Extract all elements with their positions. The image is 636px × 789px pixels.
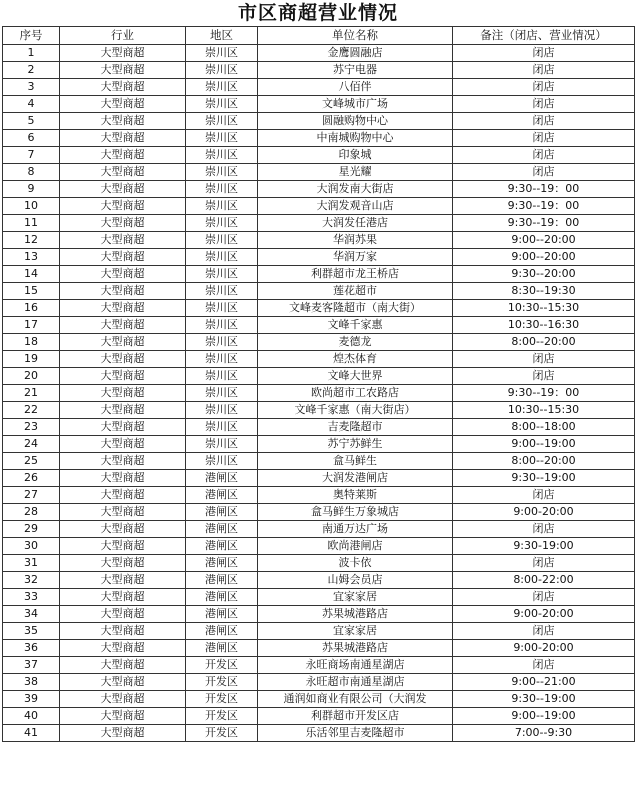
cell-store-name: 奥特莱斯: [258, 487, 453, 504]
cell-store-name: 山姆会员店: [258, 572, 453, 589]
table-row: [3, 130, 635, 147]
table-row: [3, 266, 635, 283]
cell-district: 崇川区: [186, 385, 258, 402]
cell-remarks: 7:00--9:30: [453, 725, 635, 742]
cell-remarks: 9:30--19：00: [453, 198, 635, 215]
header-industry: 行业: [60, 27, 186, 45]
sheet-title: 市区商超营业情况: [237, 2, 398, 24]
cell-index: 21: [3, 385, 60, 402]
cell-industry: 大型商超: [60, 249, 186, 266]
cell-district: 崇川区: [186, 249, 258, 266]
cell-remarks: 9:30--19:00: [453, 691, 635, 708]
cell-store-name: 苏果城港路店: [258, 606, 453, 623]
cell-remarks: 9:30-19:00: [453, 538, 635, 555]
cell-store-name: 欧尚超市工农路店: [258, 385, 453, 402]
table-row: [3, 113, 635, 130]
cell-remarks: 10:30--15:30: [453, 402, 635, 419]
cell-industry: 大型商超: [60, 572, 186, 589]
cell-store-name: 煌杰体育: [258, 351, 453, 368]
cell-industry: 大型商超: [60, 504, 186, 521]
cell-district: 崇川区: [186, 436, 258, 453]
table-row: [3, 283, 635, 300]
cell-remarks: 闭店: [453, 657, 635, 674]
cell-industry: 大型商超: [60, 385, 186, 402]
cell-remarks: 闭店: [453, 164, 635, 181]
table-row: [3, 589, 635, 606]
cell-remarks: 闭店: [453, 62, 635, 79]
table-row: [3, 657, 635, 674]
cell-industry: 大型商超: [60, 351, 186, 368]
table-row: [3, 487, 635, 504]
cell-index: 22: [3, 402, 60, 419]
cell-store-name: 宜家家居: [258, 589, 453, 606]
cell-industry: 大型商超: [60, 589, 186, 606]
cell-remarks: 9:00--20:00: [453, 232, 635, 249]
table-row: [3, 368, 635, 385]
cell-remarks: 闭店: [453, 130, 635, 147]
cell-district: 港闸区: [186, 470, 258, 487]
header-index: 序号: [3, 27, 60, 45]
cell-remarks: 9:30--20:00: [453, 266, 635, 283]
cell-industry: 大型商超: [60, 62, 186, 79]
table-row: [3, 453, 635, 470]
cell-store-name: 南通万达广场: [258, 521, 453, 538]
cell-industry: 大型商超: [60, 79, 186, 96]
header-row: [3, 27, 635, 45]
cell-remarks: 闭店: [453, 589, 635, 606]
cell-index: 29: [3, 521, 60, 538]
cell-store-name: 华润苏果: [258, 232, 453, 249]
cell-remarks: 闭店: [453, 147, 635, 164]
cell-industry: 大型商超: [60, 419, 186, 436]
cell-store-name: 麦德龙: [258, 334, 453, 351]
cell-industry: 大型商超: [60, 657, 186, 674]
cell-index: 8: [3, 164, 60, 181]
cell-store-name: 苏宁电器: [258, 62, 453, 79]
table-row: [3, 674, 635, 691]
cell-industry: 大型商超: [60, 402, 186, 419]
cell-index: 27: [3, 487, 60, 504]
cell-index: 39: [3, 691, 60, 708]
cell-index: 36: [3, 640, 60, 657]
cell-store-name: 文峰千家惠: [258, 317, 453, 334]
cell-industry: 大型商超: [60, 45, 186, 62]
cell-remarks: 8:30--19:30: [453, 283, 635, 300]
cell-remarks: 9:30--19：00: [453, 385, 635, 402]
cell-index: 3: [3, 79, 60, 96]
cell-store-name: 莲花超市: [258, 283, 453, 300]
table-row: [3, 62, 635, 79]
table-row: [3, 317, 635, 334]
cell-industry: 大型商超: [60, 181, 186, 198]
cell-district: 开发区: [186, 691, 258, 708]
cell-index: 13: [3, 249, 60, 266]
cell-index: 20: [3, 368, 60, 385]
cell-store-name: 文峰麦客隆超市（南大街）: [258, 300, 453, 317]
table-row: [3, 351, 635, 368]
cell-industry: 大型商超: [60, 232, 186, 249]
cell-store-name: 乐活邻里吉麦隆超市: [258, 725, 453, 742]
cell-store-name: 欧尚港闸店: [258, 538, 453, 555]
table-row: [3, 623, 635, 640]
cell-remarks: 9:00-20:00: [453, 504, 635, 521]
cell-index: 25: [3, 453, 60, 470]
cell-store-name: 盒马鲜生: [258, 453, 453, 470]
cell-index: 16: [3, 300, 60, 317]
cell-industry: 大型商超: [60, 623, 186, 640]
cell-remarks: 闭店: [453, 623, 635, 640]
store-status-table: [2, 26, 635, 742]
cell-industry: 大型商超: [60, 708, 186, 725]
cell-store-name: 华润万家: [258, 249, 453, 266]
table-row: [3, 385, 635, 402]
cell-district: 崇川区: [186, 181, 258, 198]
cell-remarks: 闭店: [453, 521, 635, 538]
cell-district: 崇川区: [186, 283, 258, 300]
cell-industry: 大型商超: [60, 487, 186, 504]
cell-district: 崇川区: [186, 79, 258, 96]
cell-store-name: 苏果城港路店: [258, 640, 453, 657]
cell-remarks: 8:00--20:00: [453, 453, 635, 470]
cell-industry: 大型商超: [60, 368, 186, 385]
cell-industry: 大型商超: [60, 283, 186, 300]
cell-store-name: 大润发观音山店: [258, 198, 453, 215]
cell-district: 港闸区: [186, 555, 258, 572]
cell-store-name: 中南城购物中心: [258, 130, 453, 147]
cell-index: 9: [3, 181, 60, 198]
cell-store-name: 永旺商场南通星湖店: [258, 657, 453, 674]
table-body: [3, 45, 635, 742]
cell-store-name: 大润发港闸店: [258, 470, 453, 487]
cell-district: 开发区: [186, 708, 258, 725]
cell-store-name: 永旺超市南通星湖店: [258, 674, 453, 691]
cell-index: 18: [3, 334, 60, 351]
cell-district: 崇川区: [186, 266, 258, 283]
cell-district: 港闸区: [186, 521, 258, 538]
cell-district: 崇川区: [186, 130, 258, 147]
cell-index: 34: [3, 606, 60, 623]
cell-district: 崇川区: [186, 198, 258, 215]
table-row: [3, 232, 635, 249]
cell-store-name: 苏宁苏鲜生: [258, 436, 453, 453]
cell-industry: 大型商超: [60, 436, 186, 453]
cell-industry: 大型商超: [60, 130, 186, 147]
cell-remarks: 9:00--19:00: [453, 708, 635, 725]
cell-store-name: 利群超市龙王桥店: [258, 266, 453, 283]
table-row: [3, 470, 635, 487]
header-store-name: 单位名称: [258, 27, 453, 45]
table-row: [3, 521, 635, 538]
cell-district: 港闸区: [186, 538, 258, 555]
cell-district: 崇川区: [186, 164, 258, 181]
cell-remarks: 闭店: [453, 351, 635, 368]
cell-index: 1: [3, 45, 60, 62]
cell-remarks: 9:30--19：00: [453, 181, 635, 198]
cell-industry: 大型商超: [60, 691, 186, 708]
cell-remarks: 闭店: [453, 45, 635, 62]
cell-industry: 大型商超: [60, 215, 186, 232]
cell-index: 5: [3, 113, 60, 130]
table-row: [3, 538, 635, 555]
cell-remarks: 闭店: [453, 555, 635, 572]
cell-district: 崇川区: [186, 453, 258, 470]
cell-industry: 大型商超: [60, 164, 186, 181]
table-row: [3, 334, 635, 351]
cell-remarks: 8:00-22:00: [453, 572, 635, 589]
cell-store-name: 吉麦隆超市: [258, 419, 453, 436]
cell-district: 港闸区: [186, 487, 258, 504]
table-row: [3, 96, 635, 113]
cell-store-name: 盒马鲜生万象城店: [258, 504, 453, 521]
cell-district: 港闸区: [186, 504, 258, 521]
cell-district: 崇川区: [186, 334, 258, 351]
cell-store-name: 大润发南大街店: [258, 181, 453, 198]
cell-index: 12: [3, 232, 60, 249]
cell-industry: 大型商超: [60, 640, 186, 657]
table-row: [3, 572, 635, 589]
cell-district: 港闸区: [186, 589, 258, 606]
cell-index: 24: [3, 436, 60, 453]
cell-district: 港闸区: [186, 572, 258, 589]
table-row: [3, 198, 635, 215]
cell-industry: 大型商超: [60, 147, 186, 164]
cell-remarks: 闭店: [453, 113, 635, 130]
table-row: [3, 708, 635, 725]
cell-district: 开发区: [186, 725, 258, 742]
table-row: [3, 300, 635, 317]
table-row: [3, 691, 635, 708]
cell-store-name: 通润如商业有限公司（大润发: [258, 691, 453, 708]
cell-industry: 大型商超: [60, 674, 186, 691]
table-row: [3, 45, 635, 62]
cell-district: 开发区: [186, 657, 258, 674]
cell-district: 崇川区: [186, 232, 258, 249]
cell-district: 崇川区: [186, 215, 258, 232]
cell-industry: 大型商超: [60, 300, 186, 317]
cell-remarks: 10:30--16:30: [453, 317, 635, 334]
table-row: [3, 436, 635, 453]
cell-industry: 大型商超: [60, 266, 186, 283]
cell-industry: 大型商超: [60, 470, 186, 487]
cell-remarks: 9:00--20:00: [453, 249, 635, 266]
cell-index: 7: [3, 147, 60, 164]
cell-remarks: 8:00--18:00: [453, 419, 635, 436]
table-row: [3, 215, 635, 232]
cell-index: 23: [3, 419, 60, 436]
cell-industry: 大型商超: [60, 334, 186, 351]
cell-industry: 大型商超: [60, 453, 186, 470]
cell-index: 6: [3, 130, 60, 147]
cell-index: 26: [3, 470, 60, 487]
cell-district: 崇川区: [186, 147, 258, 164]
header-district: 地区: [186, 27, 258, 45]
cell-index: 35: [3, 623, 60, 640]
cell-index: 17: [3, 317, 60, 334]
cell-industry: 大型商超: [60, 113, 186, 130]
table-row: [3, 640, 635, 657]
cell-district: 开发区: [186, 674, 258, 691]
table-row: [3, 164, 635, 181]
cell-index: 41: [3, 725, 60, 742]
cell-index: 31: [3, 555, 60, 572]
table-row: [3, 181, 635, 198]
cell-remarks: 闭店: [453, 487, 635, 504]
cell-store-name: 圆融购物中心: [258, 113, 453, 130]
cell-store-name: 印象城: [258, 147, 453, 164]
cell-store-name: 利群超市开发区店: [258, 708, 453, 725]
cell-remarks: 9:00--21:00: [453, 674, 635, 691]
table-row: [3, 249, 635, 266]
cell-index: 38: [3, 674, 60, 691]
cell-district: 港闸区: [186, 606, 258, 623]
cell-index: 11: [3, 215, 60, 232]
cell-index: 28: [3, 504, 60, 521]
cell-industry: 大型商超: [60, 538, 186, 555]
cell-district: 崇川区: [186, 96, 258, 113]
cell-store-name: 文峰大世界: [258, 368, 453, 385]
cell-district: 崇川区: [186, 351, 258, 368]
cell-remarks: 8:00--20:00: [453, 334, 635, 351]
table-row: [3, 555, 635, 572]
table-row: [3, 419, 635, 436]
cell-district: 港闸区: [186, 623, 258, 640]
cell-index: 33: [3, 589, 60, 606]
cell-index: 30: [3, 538, 60, 555]
cell-remarks: 9:30--19:00: [453, 470, 635, 487]
cell-remarks: 9:30--19：00: [453, 215, 635, 232]
cell-remarks: 闭店: [453, 96, 635, 113]
cell-index: 2: [3, 62, 60, 79]
cell-store-name: 文峰千家惠（南大街店）: [258, 402, 453, 419]
table-row: [3, 147, 635, 164]
cell-industry: 大型商超: [60, 555, 186, 572]
cell-index: 40: [3, 708, 60, 725]
cell-district: 崇川区: [186, 402, 258, 419]
cell-index: 4: [3, 96, 60, 113]
cell-remarks: 10:30--15:30: [453, 300, 635, 317]
cell-store-name: 星光耀: [258, 164, 453, 181]
cell-district: 崇川区: [186, 368, 258, 385]
cell-remarks: 9:00-20:00: [453, 640, 635, 657]
cell-remarks: 闭店: [453, 368, 635, 385]
cell-district: 崇川区: [186, 62, 258, 79]
cell-index: 19: [3, 351, 60, 368]
cell-index: 32: [3, 572, 60, 589]
cell-industry: 大型商超: [60, 521, 186, 538]
cell-remarks: 9:00--19:00: [453, 436, 635, 453]
cell-store-name: 宜家家居: [258, 623, 453, 640]
cell-district: 崇川区: [186, 317, 258, 334]
cell-store-name: 八佰伴: [258, 79, 453, 96]
cell-industry: 大型商超: [60, 725, 186, 742]
cell-industry: 大型商超: [60, 96, 186, 113]
cell-store-name: 金鹰圆融店: [258, 45, 453, 62]
cell-district: 崇川区: [186, 45, 258, 62]
cell-index: 14: [3, 266, 60, 283]
table-row: [3, 606, 635, 623]
table-row: [3, 402, 635, 419]
cell-index: 15: [3, 283, 60, 300]
cell-district: 崇川区: [186, 419, 258, 436]
cell-district: 崇川区: [186, 113, 258, 130]
cell-district: 崇川区: [186, 300, 258, 317]
cell-store-name: 大润发任港店: [258, 215, 453, 232]
cell-store-name: 文峰城市广场: [258, 96, 453, 113]
cell-store-name: 波卡依: [258, 555, 453, 572]
cell-industry: 大型商超: [60, 606, 186, 623]
cell-industry: 大型商超: [60, 317, 186, 334]
cell-remarks: 9:00-20:00: [453, 606, 635, 623]
cell-district: 港闸区: [186, 640, 258, 657]
table-row: [3, 725, 635, 742]
table-row: [3, 79, 635, 96]
cell-index: 10: [3, 198, 60, 215]
cell-remarks: 闭店: [453, 79, 635, 96]
header-remarks: 备注（闭店、营业情况）: [453, 27, 635, 45]
table-row: [3, 504, 635, 521]
cell-industry: 大型商超: [60, 198, 186, 215]
cell-index: 37: [3, 657, 60, 674]
